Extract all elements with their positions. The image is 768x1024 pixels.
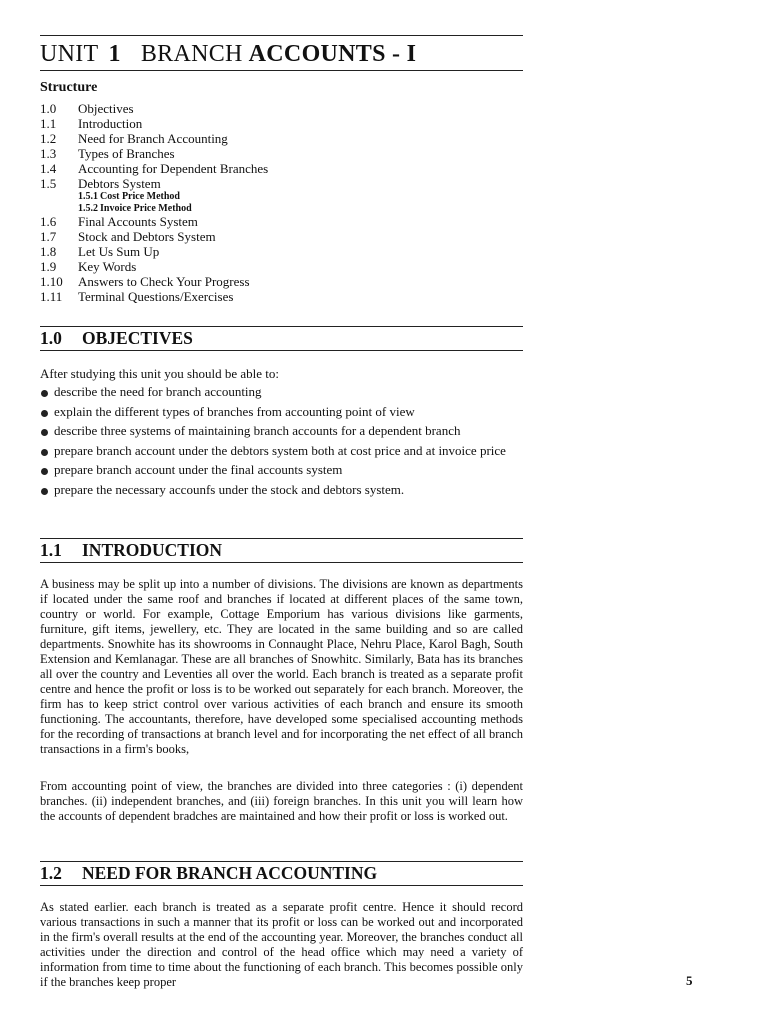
- unit-number: 1: [108, 41, 121, 67]
- toc-item: 1.10 Answers to Check Your Progress: [40, 274, 250, 289]
- introduction-paragraph-1: A business may be split up into a number of divisions. The divisions are known as departments if located under the same roof and branches if located at different places of the same town, country or world. For example, Cottage Emporium has various divisions like garments, furniture, gift items, jewellery, etc. They are located in the same building and so are called departments. Snowhite has its showrooms in Connaught Place, Nehru Place, Karol Bagh, South Extension and Kemlanagar. These are all branches of Snowhitc. Similarly, Bata has its branches all over the country and Leventies all over the world. Each branch is treated as a separate profit centre and hence the profit or loss is to be worked out separately for each branch. Moreover, the firm has to keep strict control over various activities of each branch and ensure its smooth functioning. The accountants, therefore, have developed some specialised accounting methods for the recording of transactions at branch level and for incorporating the net effect of all branch transactions in a firm's books,: [40, 577, 523, 756]
- list-item: prepare the necessary accounfs under the stock and debtors system.: [40, 483, 515, 498]
- bullet-icon: [40, 483, 54, 498]
- page-number: 5: [686, 973, 693, 988]
- toc-item: 1.11 Terminal Questions/Exercises: [40, 289, 234, 304]
- unit-title-bold: ACCOUNTS - I: [248, 41, 417, 67]
- list-item: prepare branch account under the debtors system both at cost price and at invoice price: [40, 444, 515, 459]
- structure-heading: Structure: [40, 80, 98, 95]
- list-item: describe three systems of maintaining branch accounts for a dependent branch: [40, 424, 515, 439]
- unit-title-plain: BRANCH: [140, 41, 243, 67]
- list-item: explain the different types of branches from accounting point of view: [40, 405, 515, 420]
- unit-header: [40, 35, 523, 71]
- toc-item: 1.0 Objectives: [40, 101, 134, 116]
- bullet-icon: [40, 424, 54, 439]
- section-heading-need: 1.2 NEED FOR BRANCH ACCOUNTING: [40, 861, 523, 886]
- toc-item: 1.8 Let Us Sum Up: [40, 244, 160, 259]
- objectives-list: [40, 385, 515, 502]
- toc-item: 1.6 Final Accounts System: [40, 214, 198, 229]
- toc-item: 1.3 Types of Branches: [40, 146, 175, 161]
- toc-item: 1.5 Debtors System: [40, 176, 161, 191]
- toc-subitem: 1.5.1 Cost Price Method: [78, 191, 180, 202]
- list-item: describe the need for branch accounting: [40, 385, 515, 400]
- introduction-paragraph-2: From accounting point of view, the branches are divided into three categories : (i) dependent branches. (ii) independent branches, and (iii) foreign branches. In this unit you will learn how the accounts of dependent bradches are maintained and how their profit or loss is worked out.: [40, 779, 523, 823]
- objectives-intro: After studying this unit you should be able to:: [40, 366, 280, 381]
- unit-label: UNIT: [40, 41, 99, 67]
- toc-item: 1.4 Accounting for Dependent Branches: [40, 161, 269, 176]
- table-of-contents: [40, 101, 268, 304]
- bullet-icon: [40, 405, 54, 420]
- toc-item: 1.2 Need for Branch Accounting: [40, 131, 228, 146]
- toc-item: 1.1 Introduction: [40, 116, 143, 131]
- unit-title: [40, 36, 523, 70]
- bullet-icon: [40, 444, 54, 459]
- section-heading-objectives: 1.0 OBJECTIVES: [40, 326, 523, 351]
- section-heading-introduction: 1.1 INTRODUCTION: [40, 538, 523, 563]
- toc-item: 1.9 Key Words: [40, 259, 137, 274]
- bullet-icon: [40, 463, 54, 478]
- header-bottom-rule: [40, 70, 523, 71]
- list-item: prepare branch account under the final accounts system: [40, 463, 515, 478]
- toc-subitem: 1.5.2 Invoice Price Method: [78, 202, 192, 214]
- toc-item: 1.7 Stock and Debtors System: [40, 229, 216, 244]
- need-paragraph-1: As stated earlier. each branch is treated as a separate profit centre. Hence it should record various transactions in such a manner that its profit or loss can be worked out and incorporated in the firm's overall results at the end of the accounting year. Moreover, the branches conduct all activities under the direction and control of the head office which may need a variety of information from time to time about the functioning of each branch. This becomes possible only if the branches keep proper: [40, 900, 523, 989]
- bullet-icon: [40, 385, 54, 400]
